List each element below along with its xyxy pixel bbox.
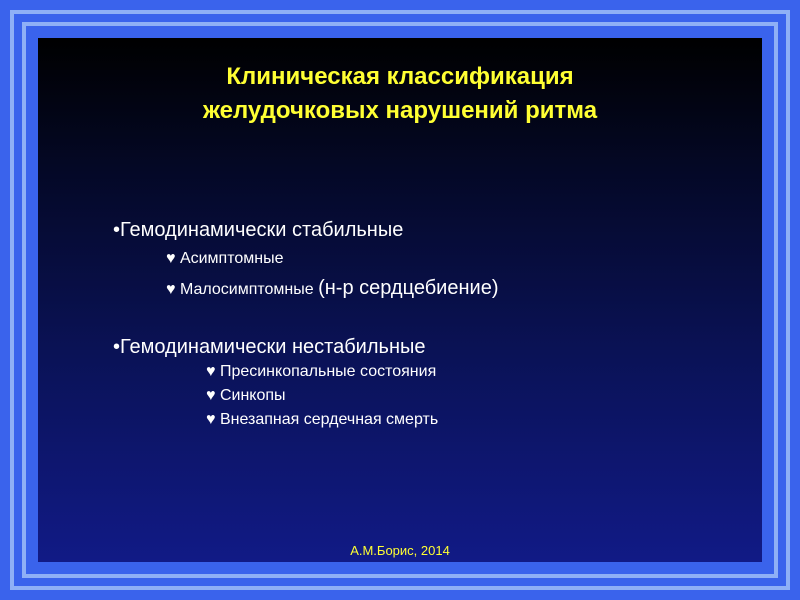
list-item-mild-symptoms-text: ♥ Малосимптомные xyxy=(166,281,319,298)
group-label-unstable: •Гемодинамически нестабильные xyxy=(113,336,426,358)
list-item-asymptomatic: ♥ Асимптомные xyxy=(166,250,284,267)
slide-footer: А.М.Борис, 2014 xyxy=(350,543,450,558)
group-label-stable: •Гемодинамически стабильные xyxy=(113,219,404,241)
list-item-mild-symptoms-example: (н-р сердцебиение) xyxy=(318,277,499,299)
list-item-sudden-cardiac-death: ♥ Внезапная сердечная смерть xyxy=(206,411,439,428)
slide-title-line-2: желудочковых нарушений ритма xyxy=(202,97,598,124)
list-item-mild-symptoms xyxy=(166,278,498,300)
list-item-presyncope: ♥ Пресинкопальные состояния xyxy=(206,363,437,380)
slide-title-line-1: Клиническая классификация xyxy=(226,63,574,90)
list-item-syncope: ♥ Синкопы xyxy=(206,387,286,404)
